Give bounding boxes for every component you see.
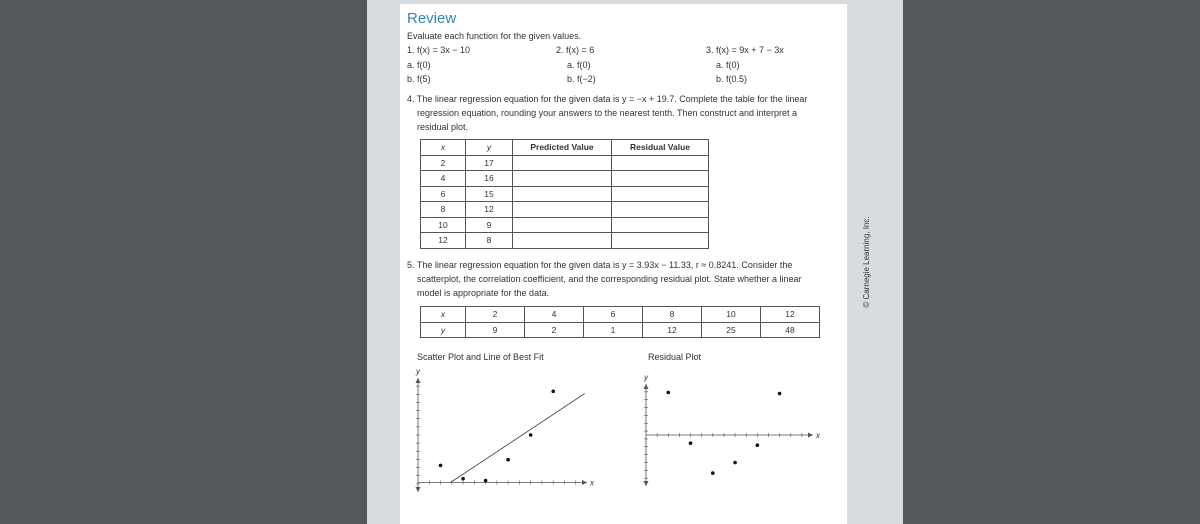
problem-2b: b. f(−2)	[567, 74, 596, 84]
cell-y: 16	[466, 171, 513, 187]
cell-x: 8	[643, 307, 702, 323]
cell-residual-blank[interactable]	[612, 155, 709, 171]
cell-predicted-blank[interactable]	[513, 186, 612, 202]
table-header-row	[421, 140, 709, 156]
cell-residual-blank[interactable]	[612, 171, 709, 187]
header-residual: Residual Value	[612, 140, 709, 156]
table-row	[421, 322, 820, 338]
cell-residual-blank[interactable]	[612, 202, 709, 218]
cell-y: 8	[466, 233, 513, 249]
data-point	[689, 441, 693, 445]
y-axis-label: y	[416, 367, 420, 376]
problem-4-text-line1: 4. The linear regression equation for the given data is y = −x + 19.7. Complete the table for the linear	[407, 94, 808, 104]
row-label-x: x	[421, 307, 466, 323]
cell-y: 9	[466, 217, 513, 233]
cell-y: 1	[584, 322, 643, 338]
cell-x: 2	[466, 307, 525, 323]
scatter-plot	[412, 366, 602, 496]
data-point	[484, 479, 488, 483]
cell-y: 25	[702, 322, 761, 338]
data-point	[756, 443, 760, 447]
problem-4-text-line3: residual plot.	[417, 122, 469, 132]
cell-x: 10	[702, 307, 761, 323]
row-label-y: y	[421, 322, 466, 338]
data-point	[506, 458, 510, 462]
x-axis-arrow	[808, 433, 813, 438]
cell-y: 48	[761, 322, 820, 338]
cell-y: 15	[466, 186, 513, 202]
data-point	[461, 477, 465, 481]
cell-x: 10	[421, 217, 466, 233]
problem-3a: a. f(0)	[716, 60, 740, 70]
residual-plot	[638, 374, 838, 489]
cell-x: 6	[584, 307, 643, 323]
cell-residual-blank[interactable]	[612, 186, 709, 202]
instructions: Evaluate each function for the given values.	[407, 31, 582, 41]
data-point	[529, 433, 533, 437]
table-row	[421, 202, 709, 218]
problem-1b: b. f(5)	[407, 74, 431, 84]
cell-residual-blank[interactable]	[612, 233, 709, 249]
y-axis-arrow-down	[416, 487, 421, 492]
data-point	[711, 471, 715, 475]
scatter-plot-title: Scatter Plot and Line of Best Fit	[417, 352, 544, 362]
table-row	[421, 155, 709, 171]
problem-3-function: 3. f(x) = 9x + 7 − 3x	[706, 45, 784, 55]
data-point	[666, 391, 670, 395]
section-title: Review	[407, 10, 457, 27]
header-y: y	[466, 140, 513, 156]
cell-x: 12	[421, 233, 466, 249]
header-x: x	[421, 140, 466, 156]
cell-x: 6	[421, 186, 466, 202]
y-axis-label: y	[644, 374, 648, 382]
table-row	[421, 171, 709, 187]
data-point	[733, 461, 737, 465]
cell-predicted-blank[interactable]	[513, 233, 612, 249]
data-point	[778, 392, 782, 396]
problem-1a: a. f(0)	[407, 60, 431, 70]
cell-x: 4	[525, 307, 584, 323]
problem-4-table	[420, 139, 709, 249]
data-point	[551, 390, 555, 394]
problem-2a: a. f(0)	[567, 60, 591, 70]
problem-2-function: 2. f(x) = 6	[556, 45, 595, 55]
problem-4-text-line2: regression equation, rounding your answers to the nearest tenth. Then construct and interpret a	[417, 108, 798, 118]
y-axis-arrow	[644, 384, 649, 389]
x-axis-label: x	[590, 478, 594, 488]
cell-predicted-blank[interactable]	[513, 171, 612, 187]
problem-5-table	[420, 306, 820, 338]
cell-y: 2	[525, 322, 584, 338]
cell-y: 12	[643, 322, 702, 338]
cell-x: 2	[421, 155, 466, 171]
line-of-best-fit	[450, 394, 584, 483]
cell-predicted-blank[interactable]	[513, 217, 612, 233]
problem-1-function: 1. f(x) = 3x − 10	[407, 45, 471, 55]
cell-x: 4	[421, 171, 466, 187]
copyright-notice: © Carnegie Learning, Inc.	[862, 216, 871, 308]
problem-5-text-line3: model is appropriate for the data.	[417, 288, 550, 298]
cell-y: 9	[466, 322, 525, 338]
header-predicted: Predicted Value	[513, 140, 612, 156]
residual-plot-title: Residual Plot	[648, 352, 702, 362]
y-axis-arrow	[416, 378, 421, 383]
cell-x: 8	[421, 202, 466, 218]
table-row	[421, 307, 820, 323]
problem-5-text-line2: scatterplot, the correlation coefficient, and the corresponding residual plot. State whether a linear	[417, 274, 802, 284]
problem-3b: b. f(0.5)	[716, 74, 748, 84]
table-row	[421, 186, 709, 202]
problem-5-text-line1: 5. The linear regression equation for the given data is y = 3.93x − 11.33, r ≈ 0.8241. Consider the	[407, 260, 793, 270]
table-row	[421, 233, 709, 249]
x-axis-arrow	[582, 480, 587, 485]
cell-x: 12	[761, 307, 820, 323]
cell-y: 12	[466, 202, 513, 218]
table-row	[421, 217, 709, 233]
cell-y: 17	[466, 155, 513, 171]
worksheet	[400, 4, 847, 524]
cell-predicted-blank[interactable]	[513, 202, 612, 218]
cell-predicted-blank[interactable]	[513, 155, 612, 171]
x-axis-label: x	[816, 431, 820, 440]
data-point	[439, 464, 443, 468]
cell-residual-blank[interactable]	[612, 217, 709, 233]
y-axis-arrow-down	[644, 481, 649, 486]
